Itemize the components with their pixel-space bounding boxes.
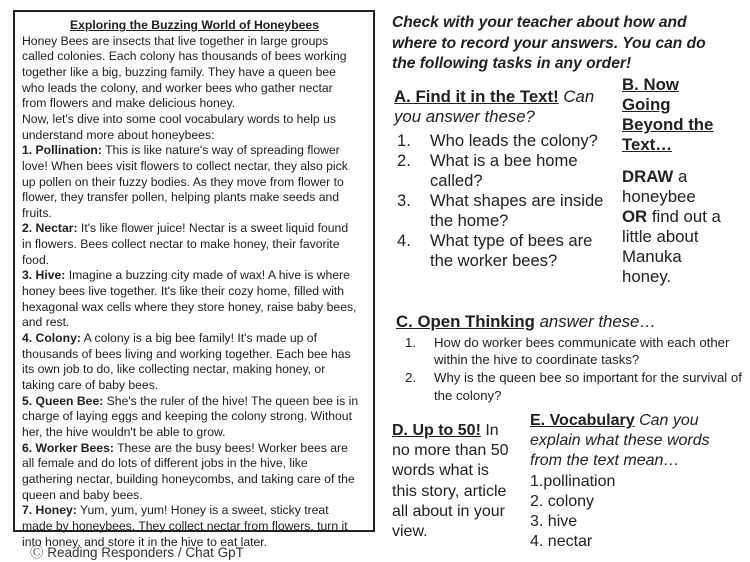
passage-text: These are the busy bees! Worker bees are [113, 440, 348, 455]
task-b-beyond-text [622, 75, 744, 287]
passage-line [22, 441, 367, 457]
passage-line [22, 112, 367, 128]
passage-text: all female and do lots of different jobs in the hive, like [22, 456, 308, 471]
question-number: 2. [405, 370, 416, 386]
task-c-question-list [396, 334, 746, 404]
passage-text: It's like flower juice! Nectar is a sweet liquid found [77, 221, 349, 236]
passage-text: honey bees live together. It's like their cozy home, filled with [22, 284, 345, 299]
passage-line [22, 378, 367, 394]
task-c-heading [396, 312, 746, 332]
question-text: What type of bees are the worker bees? [430, 231, 593, 270]
instructions-line: where to record your answers. You can do [392, 34, 706, 52]
passage-text: her, the hive wouldn't be able to grow. [22, 425, 226, 439]
passage-text: charge of laying eggs and keeping the colony strong. Without [22, 409, 352, 424]
task-b-or-word: OR [622, 207, 648, 226]
task-b-heading-line: B. Now [622, 75, 679, 94]
task-d-title: D. Up to 50! [392, 422, 481, 439]
question-number: 2. [397, 151, 411, 170]
passage-text: She's the ruler of the hive! The queen bee is in [103, 393, 359, 408]
vocabulary-word: 2. colony [530, 492, 595, 510]
passage-text: understand more about honeybees: [22, 127, 215, 142]
question-item [394, 131, 620, 151]
question-item [394, 191, 620, 231]
passage-line [22, 347, 367, 363]
task-b-text-line: honeybee [622, 187, 696, 206]
passage-text: This is like nature's way of spreading flower [101, 143, 340, 158]
passage-line [22, 206, 367, 222]
passage-text: called colonies. Each colony has thousands of bees working [22, 49, 347, 64]
question-item [394, 151, 620, 191]
passage-line [22, 503, 367, 519]
passage-text: into honey, and store it in the hive to eat later. [22, 534, 268, 549]
reading-passage-box [13, 10, 375, 549]
task-a-title: A. Find it in the Text! [394, 87, 559, 106]
question-item [394, 231, 620, 271]
vocabulary-term: 6. Worker Bees: [22, 440, 114, 455]
passage-text: who leads the colony, and worker bees who gather nectar [22, 80, 333, 95]
passage-text: gathering nectar, building honeycombs, and taking care of the [22, 471, 355, 486]
task-e-text-line: explain what these words [530, 432, 710, 450]
passage-line [22, 175, 367, 191]
vocabulary-term: 1. Pollination: [22, 143, 102, 158]
passage-text: hexagonal wax cells where they store honey, raise baby bees, [22, 299, 357, 314]
vocabulary-term: 5. Queen Bee: [22, 393, 104, 408]
passage-text: A colony is a big bee family! It's made up of [80, 331, 317, 346]
copyright-credit: Ⓒ Reading Responders / Chat GpT [30, 545, 244, 560]
task-a-subheading: you answer these? [394, 107, 535, 126]
passage-title: Exploring the Buzzing World of Honeybees [70, 18, 319, 32]
passage-text: in flowers. Bees collect nectar to make honey, their favorite [22, 237, 340, 252]
passage-line [22, 34, 367, 50]
passage-text: up pollen on their fuzzy bodies. As they move from flower to [22, 174, 344, 189]
vocabulary-word: 3. hive [530, 513, 578, 531]
vocabulary-word: 1.pollination [530, 472, 616, 490]
task-b-text: a [673, 167, 688, 186]
question-number: 4. [397, 231, 411, 250]
passage-body [22, 34, 367, 551]
passage-line [22, 253, 367, 269]
task-d-text-line: all about in your [392, 502, 505, 520]
passage-text: taking care of baby bees. [22, 378, 159, 393]
task-c-open-thinking [396, 312, 746, 405]
task-a-heading [394, 87, 620, 107]
task-b-text-line: Manuka [622, 247, 682, 266]
passage-line [22, 143, 367, 159]
passage-line [22, 159, 367, 175]
task-b-draw-word: DRAW [622, 167, 674, 186]
passage-text: queen and baby bees. [22, 487, 143, 502]
passage-line [22, 394, 367, 410]
question-number: 3. [397, 191, 411, 210]
task-d-text-line: this story, article [392, 482, 507, 500]
passage-text: together like a big, buzzing family. They have a queen bee [22, 64, 336, 79]
task-d-text-line: view. [392, 523, 428, 541]
task-d-text-line: no more than 50 [392, 442, 509, 460]
passage-line [22, 284, 367, 300]
passage-text: Imagine a buzzing city made of wax! A hive is where [65, 268, 350, 283]
task-b-heading-line: Beyond the [622, 115, 714, 134]
passage-text: from flowers and make delicious honey. [22, 96, 236, 111]
task-b-text-line: little about [622, 227, 699, 246]
task-d-heading [392, 421, 522, 441]
task-a-find-it [394, 87, 620, 271]
passage-line [22, 425, 367, 441]
passage-line [22, 190, 367, 206]
question-item [396, 369, 746, 403]
task-e-heading [530, 411, 745, 431]
task-e-title-rest: Can you [634, 412, 699, 429]
question-text: How do worker bees communicate with each other within the hive to coordinate tasks? [434, 335, 730, 368]
task-d-up-to-50 [392, 421, 522, 542]
question-text: Why is the queen bee so important for the survival of the colony? [434, 370, 742, 403]
passage-line [22, 315, 367, 331]
task-e-vocabulary [530, 411, 745, 552]
passage-line [22, 331, 367, 347]
passage-text: its own job to do, like collecting nectar, making honey, or [22, 362, 326, 377]
task-e-text-line: from the text mean… [530, 452, 680, 470]
task-b-text: find out a [647, 207, 721, 226]
passage-line [22, 268, 367, 284]
task-b-text-line [622, 167, 744, 187]
task-a-title-rest: Can [558, 87, 595, 106]
passage-line [22, 237, 367, 253]
passage-line [22, 81, 367, 97]
passage-line [22, 362, 367, 378]
task-b-heading-line: Going [622, 95, 671, 114]
passage-line [22, 456, 367, 472]
passage-text: Yum, yum, yum! Honey is a sweet, sticky treat [76, 503, 329, 518]
task-c-title-rest: answer these… [534, 312, 657, 331]
passage-line [22, 128, 367, 144]
instructions-header [392, 13, 742, 75]
vocabulary-term: 2. Nectar: [22, 221, 78, 236]
instructions-line: the following tasks in any order! [392, 55, 632, 72]
question-number: 1. [397, 131, 411, 150]
passage-line [22, 488, 367, 504]
question-text: What is a bee home called? [430, 151, 578, 190]
passage-line [22, 96, 367, 112]
question-item [396, 334, 746, 368]
passage-line [22, 409, 367, 425]
question-text: Who leads the colony? [430, 131, 598, 150]
passage-text: love! When bees visit flowers to collect nectar, they also pick [22, 158, 348, 173]
task-c-title: C. Open Thinking [396, 312, 535, 331]
task-a-question-list [394, 131, 620, 271]
passage-text: made by honeybees. They collect nectar from flowers, turn it [22, 518, 348, 533]
task-d-title-rest: In [480, 422, 499, 439]
vocabulary-term: 7. Honey: [22, 503, 77, 518]
passage-text: flower, they transfer pollen, helping plants make seeds and [22, 190, 340, 205]
passage-text: Honey Bees are insects that live together in large groups [22, 33, 329, 48]
passage-text: food. [22, 252, 50, 267]
passage-text: and rest. [22, 315, 70, 330]
passage-line [22, 519, 367, 535]
vocabulary-word: 4. nectar [530, 533, 593, 551]
passage-line [22, 472, 367, 488]
passage-line [22, 65, 367, 81]
passage-text: Now, let's dive into some cool vocabulary words to help us [22, 111, 336, 126]
question-number: 1. [405, 335, 416, 350]
instructions-line: Check with your teacher about how and [392, 14, 687, 31]
task-b-text-line: honey. [622, 267, 672, 286]
passage-line [22, 300, 367, 316]
task-e-title: E. Vocabulary [530, 412, 635, 429]
vocabulary-term: 3. Hive: [22, 268, 66, 283]
task-b-text-line [622, 207, 744, 227]
passage-text: thousands of bees living and working together. Each bee has [22, 346, 351, 361]
task-d-text-line: words what is [392, 462, 489, 480]
vocabulary-term: 4. Colony: [22, 331, 81, 346]
passage-text: fruits. [22, 205, 52, 220]
question-text: What shapes are inside the home? [430, 191, 604, 230]
passage-line [22, 49, 367, 65]
passage-line [22, 221, 367, 237]
task-b-heading-line: Text… [622, 135, 673, 154]
